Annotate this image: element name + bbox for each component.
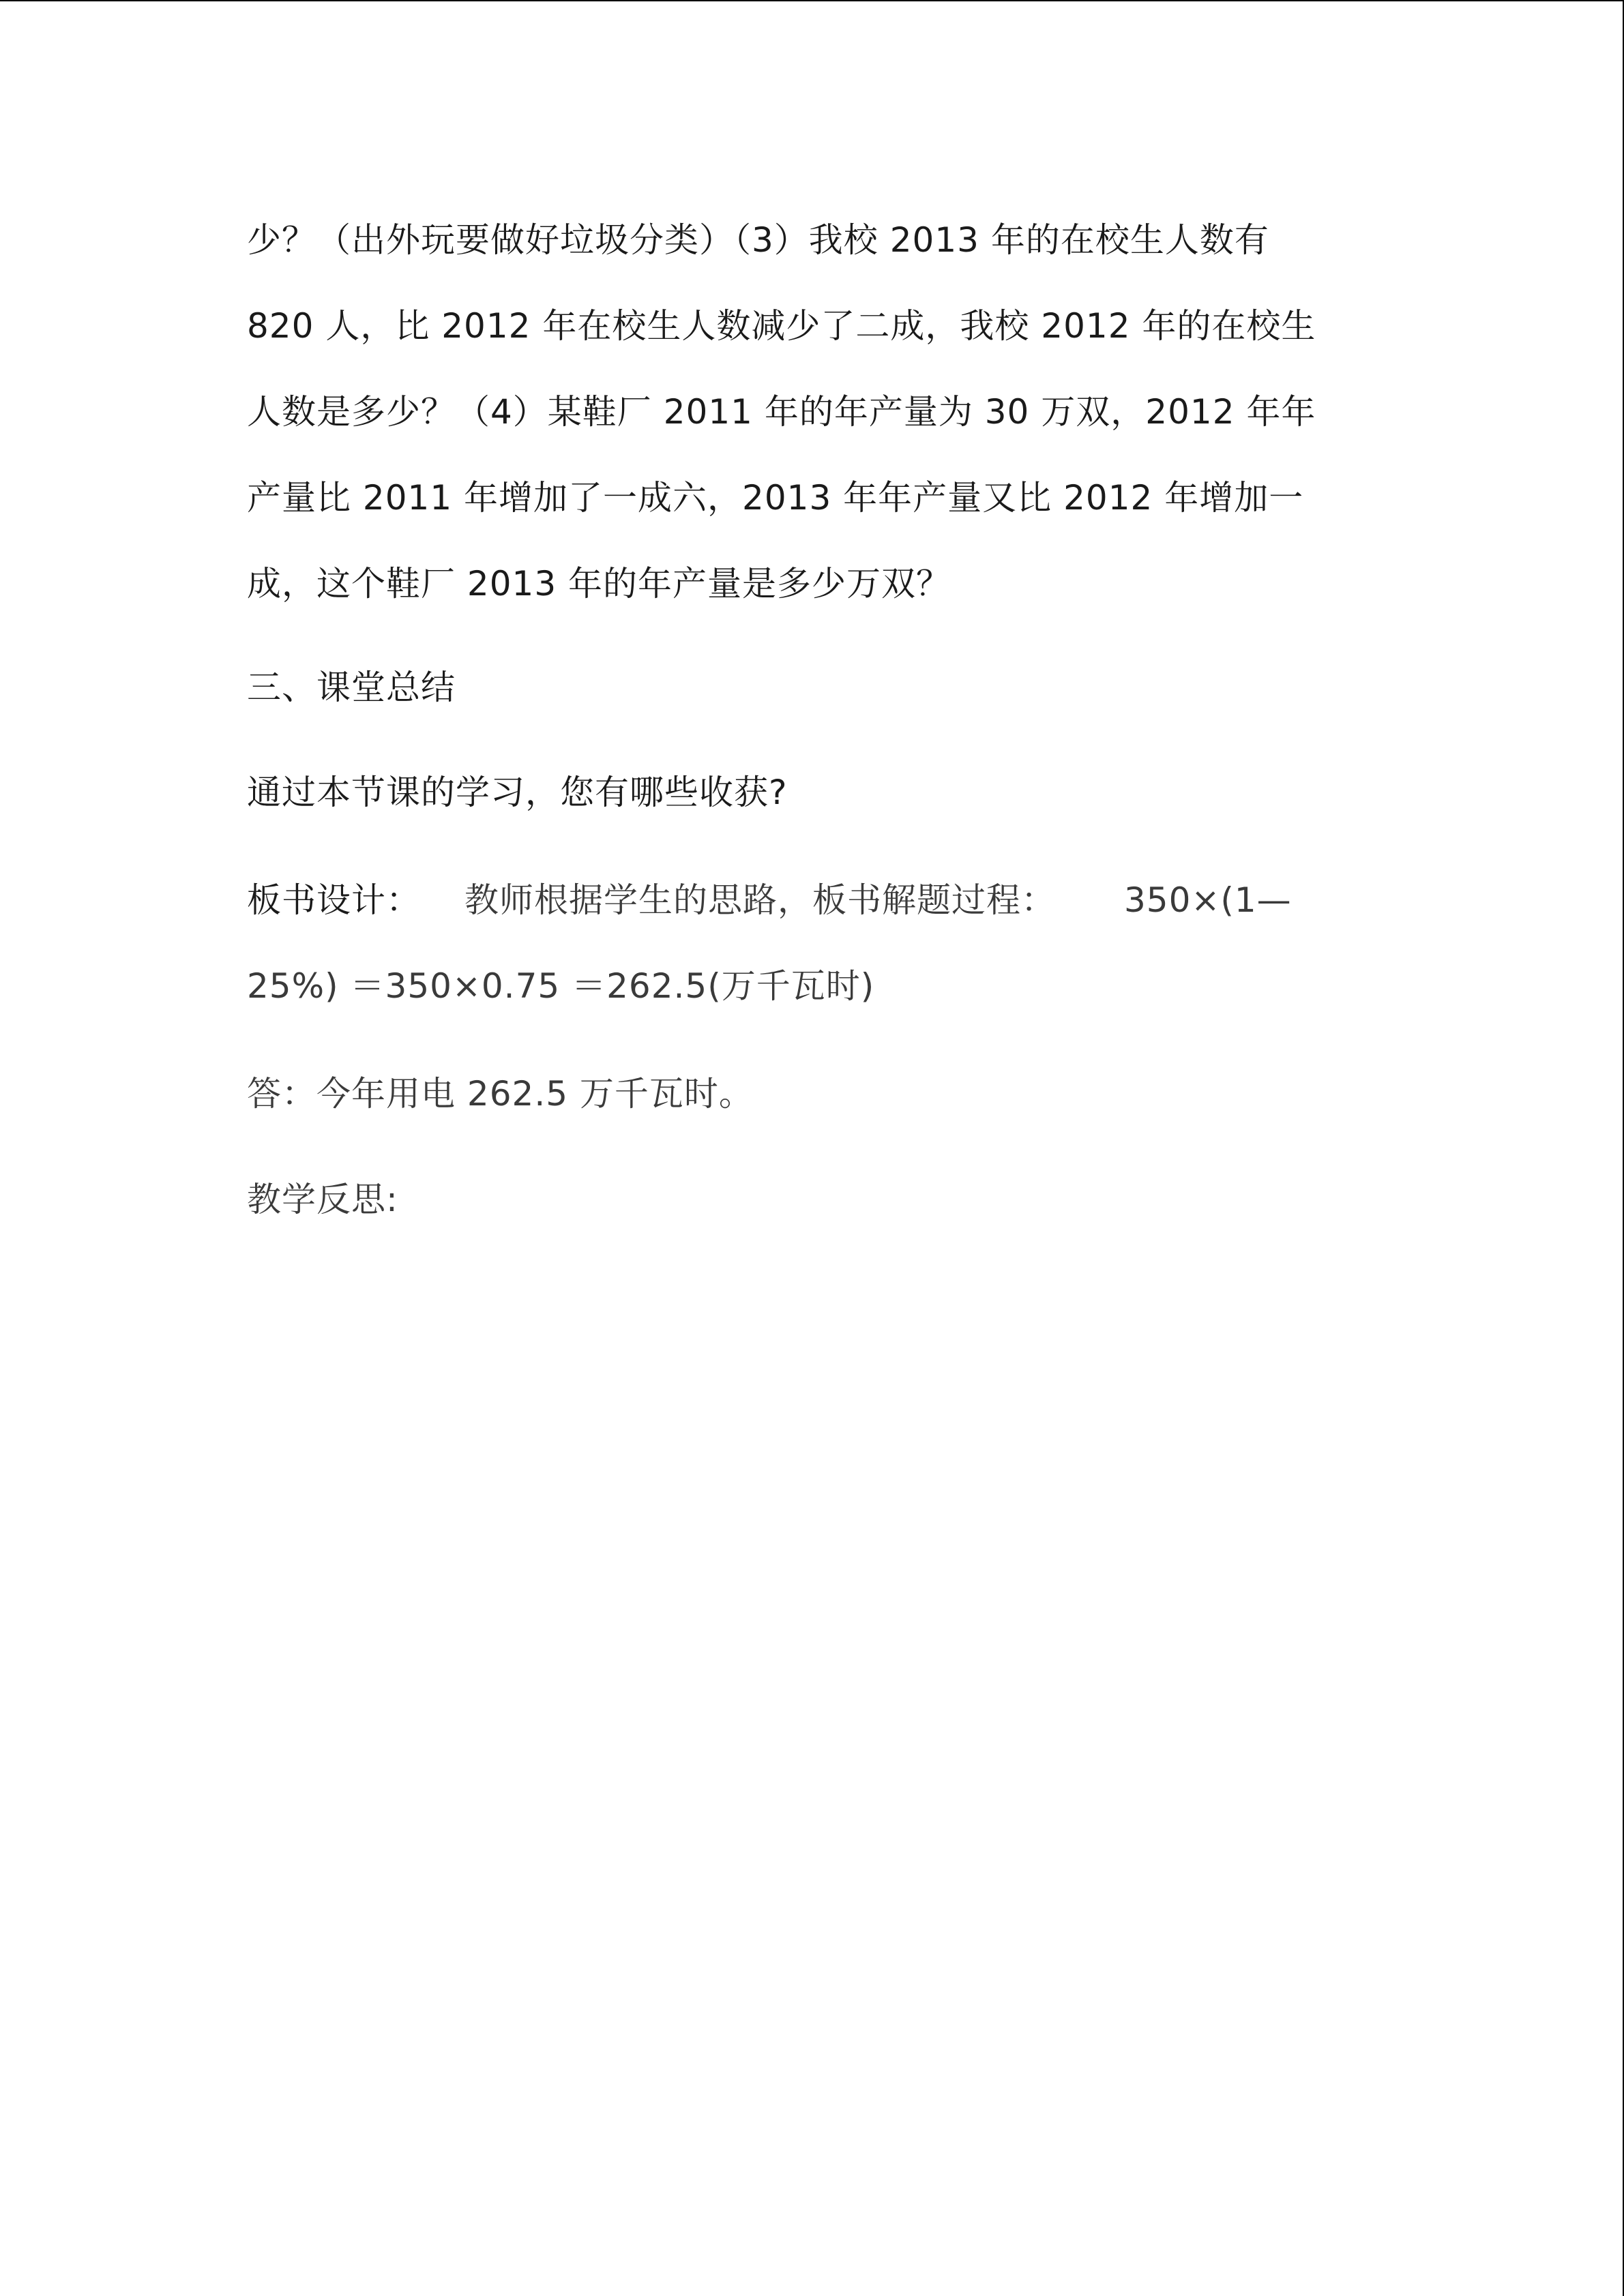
paragraph-line: 人数是多少？（4）某鞋厂 2011 年的年产量为 30 万双，2012 年年 xyxy=(247,392,1316,432)
answer-line: 答：今年用电 262.5 万千瓦时。 xyxy=(247,1074,754,1114)
board-design-text: 教师根据学生的思路，板书解题过程： xyxy=(464,880,1056,920)
paragraph-line: 少？（出外玩要做好垃圾分类）（3）我校 2013 年的在校生人数有 xyxy=(247,220,1269,260)
reflection-label: 教学反思: xyxy=(247,1180,398,1219)
section-heading: 三、课堂总结 xyxy=(247,668,456,707)
paragraph-line: 产量比 2011 年增加了一成六，2013 年年产量又比 2012 年增加一 xyxy=(247,478,1304,518)
paragraph-line: 820 人，比 2012 年在校生人数减少了二成，我校 2012 年的在校生 xyxy=(247,306,1316,346)
board-design-label: 板书设计： xyxy=(247,880,421,920)
summary-question: 通过本节课的学习，您有哪些收获? xyxy=(247,773,788,812)
board-design-formula-start: 350×(1— xyxy=(1124,880,1292,920)
board-design-line xyxy=(247,880,1292,921)
paragraph-line: 成，这个鞋厂 2013 年的年产量是多少万双？ xyxy=(247,564,951,603)
board-design-formula: 25%) ＝350×0.75 ＝262.5(万千瓦时) xyxy=(247,966,875,1006)
